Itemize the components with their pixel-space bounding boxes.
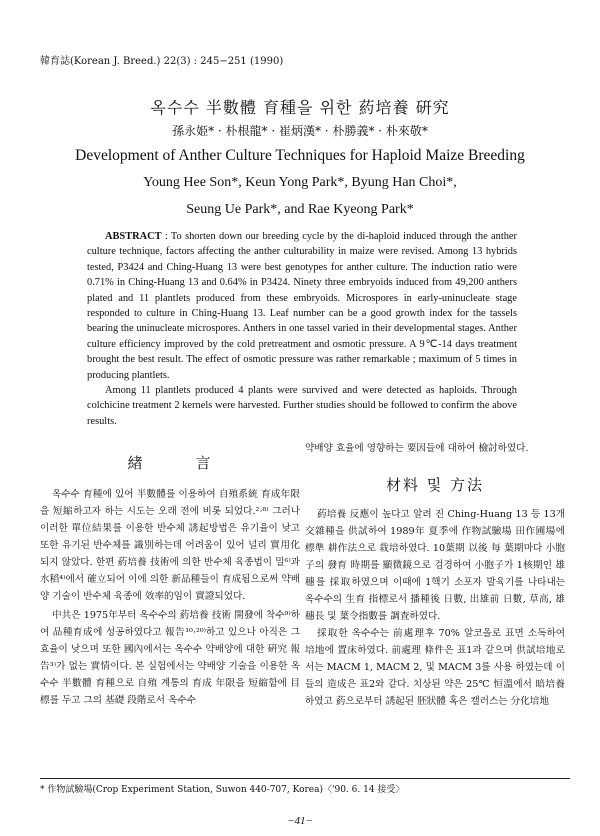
abstract-paragraph-1: [87, 229, 517, 383]
footnote-rule: [40, 778, 570, 779]
korean-authors: 孫永姫* · 朴根龍* · 崔炳漢* · 朴勝義* · 朴來敬*: [172, 124, 428, 138]
methods-heading: 材料 및 方法: [385, 476, 485, 494]
introduction-paragraph-1: 옥수수 育種에 있어 半數體를 이용하여 自殖系統 育成年限을 短縮하고자 하는 시도는 오래 전에 비롯 되었다.²·⁸⁾ 그러나 이러한 單位結果를 이용한 반수체 誘起방법은 유기율이 낮고 또한 유기된 반수체를 識別하는데 어려움이 있어 널리 實用化 되지 않았다. 한편 葯培養 技術에 의한 반수체 육종법이 밀⁶⁾과 水稻⁴⁾에서 確立되어 이에 의한 新品種들이 育成됨으로써 약배양 기술이 반수체 육종에 效率的임이 實證되었다.: [40, 489, 300, 602]
page-number: −41−: [287, 815, 313, 827]
english-authors-line1: Young Hee Son*, Keun Yong Park*, Byung Han Choi*,: [143, 175, 457, 190]
journal-citation: 韓育誌(Korean J. Breed.) 22(3) : 245−251 (1990): [40, 56, 284, 67]
english-authors-line2: Seung Ue Park*, and Rae Kyeong Park*: [186, 202, 414, 217]
korean-title: 옥수수 半數體 育種을 위한 葯培養 硏究: [150, 98, 450, 117]
methods-paragraph-2: 採取한 옥수수는 前處理후 70% 알코올로 표면 소독하여 培地에 置床하였다. 前處理 條件은 표1과 같으며 供試培地로서는 MACM 1, MACM 2, 및 MACM 3를 사용 하였는데 이들의 造成은 표2와 같다. 치상된 약은 25℃ 恒溫에서 暗培養하였고 葯으로부터 誘起된 胚狀體 혹은 캘러스는 分化培地: [305, 628, 565, 707]
abstract-text-1: : To shorten down our breeding cycle by the di-haploid induced through the anther culture technique, factors affecting the anther culturability in maize were revised. Among 13 hybrids tested, P3424 and Ching-Huang 13 were best genotypes for anther culture. The induction ratio were 0.71% in Ching-Huang 13 and 0.64% in P3424. Ninety three embryoids induced from 49,200 anthers plated and 11 plantlets produced from these embryoids. Microspores in early-uninucleate stage responded to culture in Ching-Huang 13. Leaf number can be a good growth index for the tassels bearing the uninucleate microspores. Anthers in one tassel varied in their developmental stages. Anther culture efficiency improved by the cold pretreatment and osmotic pressure. A 9℃-14 days treatment brought the best result. The effect of osmotic pressure was rather remarkable ; maximum of 5 times in producing plantlets.: [87, 231, 517, 381]
introduction-paragraph-2: 中共은 1975年부터 옥수수의 葯培養 技術 開發에 착수⁹⁾하여 品種育成에 성공하였다고 報告¹⁰·²⁰⁾하고 있으나 아직은 그 효율이 낮으며 또한 國內에서는 옥수수 약배양에 대한 硏究 報告³⁾가 없는 實情이다. 본 실험에서는 약배양 기술을 이용한 옥수수 半數體 育種으로 自殖 계통의 育成 年限을 短縮함에 目標를 두고 그의 基礎 段階로서 옥수수: [40, 610, 300, 706]
left-column: [40, 455, 300, 709]
footnote: * 作物試驗場(Crop Experiment Station, Suwon 440-707, Korea)〈'90. 6. 14 接受〉: [40, 785, 405, 795]
right-column: [305, 440, 565, 710]
english-title: Development of Anther Culture Techniques for Haploid Maize Breeding: [75, 147, 525, 164]
abstract-paragraph-2: Among 11 plantlets produced 4 plants were survived and were detected as haploids. Through colchicine treatment 2 kernels were harvested. Further studies should be followed to confirm the above results.: [87, 385, 517, 427]
introduction-continued: 약배양 효율에 영향하는 要因들에 대하여 檢討하였다.: [305, 443, 529, 454]
methods-paragraph-1: 葯培養 反應이 높다고 알려 진 Ching-Huang 13 등 13개 交雜種을 供試하여 1989年 夏季에 作物試驗場 田作圃場에 標準 耕作法으로 栽培하였다. 10葉期 以後 每 葉期마다 小胞子의 發育 時期를 顯微鏡으로 검경하여 小胞子가 1核期인 雄穗를 採取하였으며 이때에 1핵기 소포자 발육기를 나타내는 옥수수의 生育 指標로서 播種後 日數, 出雄前 日數, 草高, 雄穗長 및 葉令指數를 調査하였다.: [305, 509, 565, 622]
abstract: [87, 229, 517, 429]
abstract-label: ABSTRACT: [105, 231, 162, 242]
introduction-heading: 緖 言: [127, 454, 213, 472]
